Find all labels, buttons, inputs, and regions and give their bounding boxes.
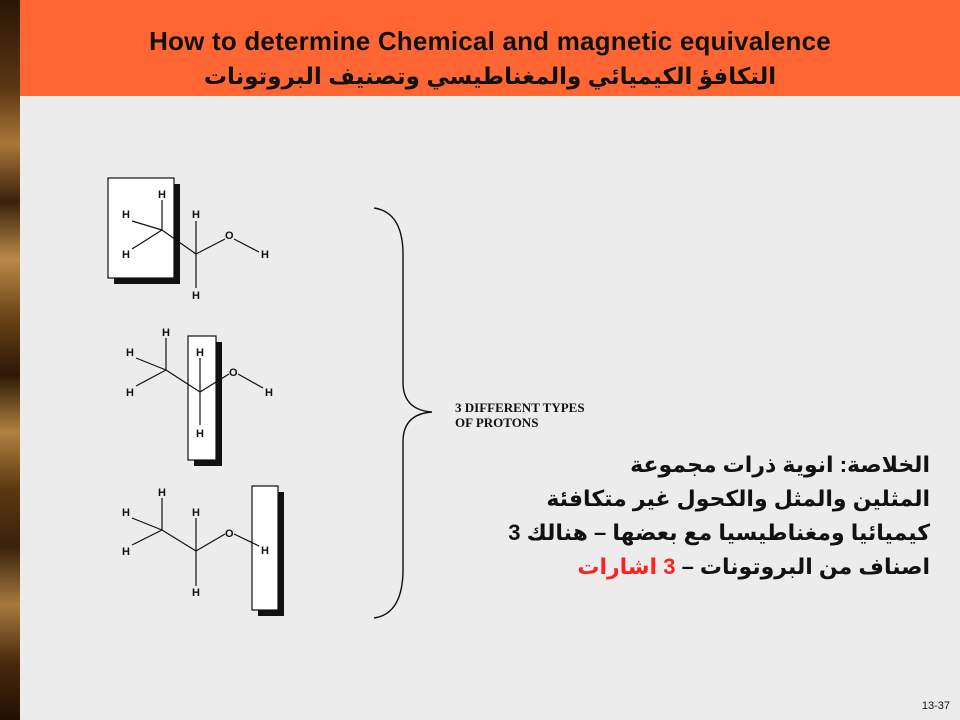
atom-label: H — [158, 189, 166, 201]
conclusion-line: كيميائيا ومغناطيسيا مع بعضها – هنالك 3 — [508, 520, 930, 545]
conclusion-line: المثلين والمثل والكحول غير متكافئة — [546, 486, 930, 511]
atom-label: H — [192, 507, 200, 519]
atom-label: H — [126, 347, 134, 359]
atom-label: O — [225, 230, 234, 242]
ethanol-structure-methylene-highlight — [126, 327, 273, 466]
atom-label: H — [192, 209, 200, 221]
proton-types-label — [455, 400, 585, 430]
atom-label: H — [196, 347, 204, 359]
atom-label: H — [162, 327, 170, 339]
proton-types-label-line: OF PROTONS — [455, 415, 539, 430]
atom-label: H — [265, 387, 273, 399]
atom-label: H — [122, 209, 130, 221]
ethanol-structure-hydroxyl-highlight — [122, 486, 284, 616]
atom-label: O — [229, 367, 238, 379]
atom-label: H — [122, 249, 130, 261]
atom-label: H — [158, 487, 166, 499]
conclusion-line: الخلاصة: انوية ذرات مجموعة — [630, 452, 930, 477]
conclusion-line-part: اصناف من البروتونات – — [675, 554, 930, 579]
atom-label: H — [261, 249, 269, 261]
slide-title-arabic: التكافؤ الكيميائي والمغناطيسي وتصنيف البروتونات — [203, 63, 777, 89]
slide-number: 13-37 — [921, 700, 950, 712]
conclusion-line — [460, 550, 930, 584]
atom-label: H — [261, 545, 269, 557]
proton-types-label-line: 3 DIFFERENT TYPES — [455, 400, 585, 415]
atom-label: O — [225, 528, 234, 540]
atom-label: H — [196, 428, 204, 440]
conclusion-text — [460, 448, 930, 584]
atom-label: H — [126, 387, 134, 399]
atom-label: H — [122, 546, 130, 558]
atom-label: H — [192, 587, 200, 599]
grouping-brace — [374, 208, 432, 618]
ethanol-structure-methyl-highlight — [108, 178, 269, 302]
signal-count-highlight: 3 اشارات — [577, 554, 676, 579]
atom-label: H — [122, 507, 130, 519]
slide-title-english: How to determine Chemical and magnetic equivalence — [149, 26, 831, 56]
atom-label: H — [192, 290, 200, 302]
